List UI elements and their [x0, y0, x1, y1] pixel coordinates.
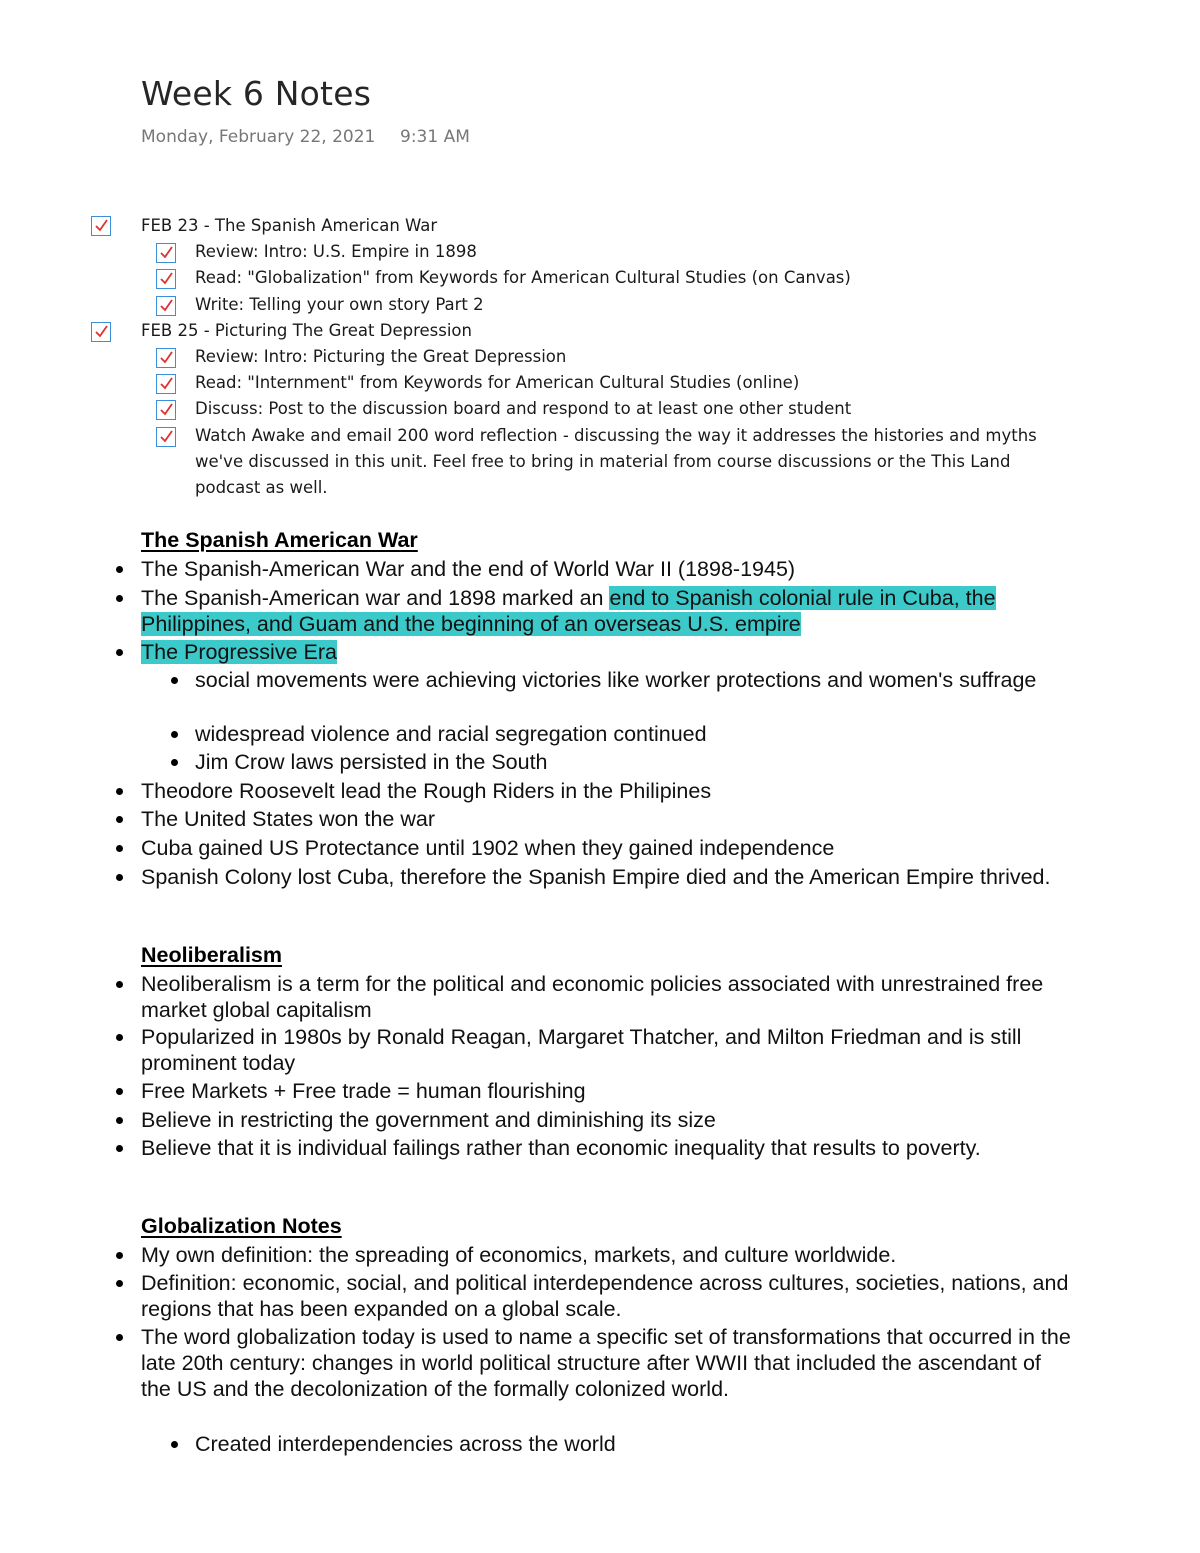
- list-item: Theodore Roosevelt lead the Rough Riders in the Philipines: [141, 779, 712, 803]
- subtask-checkbox[interactable]: [156, 400, 176, 420]
- bullet-dot: [116, 595, 123, 602]
- bullet-dot: [171, 677, 178, 684]
- list-item: Created interdependencies across the world: [195, 1432, 616, 1456]
- subtask-checkbox[interactable]: [156, 296, 176, 316]
- subtask-checkbox[interactable]: [156, 243, 176, 263]
- section-heading: Neoliberalism: [141, 943, 282, 967]
- bullet-dot: [116, 981, 123, 988]
- page-date: Monday, February 22, 2021: [141, 127, 376, 147]
- bullet-dot: [116, 845, 123, 852]
- subtask-label: Review: Intro: Picturing the Great Depression: [195, 347, 567, 366]
- subtask-label: Review: Intro: U.S. Empire in 1898: [195, 242, 477, 261]
- section-heading: Globalization Notes: [141, 1214, 342, 1238]
- subtask-checkbox[interactable]: [156, 374, 176, 394]
- bullet-dot: [171, 731, 178, 738]
- bullet-dot: [116, 1280, 123, 1287]
- bullet-dot: [116, 788, 123, 795]
- section-heading: The Spanish American War: [141, 528, 418, 552]
- list-item: Popularized in 1980s by Ronald Reagan, Margaret Thatcher, and Milton Friedman and is still prominent today: [141, 1025, 1022, 1075]
- task-checkbox[interactable]: [91, 322, 111, 342]
- subtask-label: Watch Awake and email 200 word reflection - discussing the way it addresses the histories and myths we've discussed in this unit. Feel free to bring in material from course discussions or the This Land podcast as well.: [195, 426, 1037, 497]
- page-time: 9:31 AM: [400, 127, 470, 147]
- list-item: widespread violence and racial segregation continued: [195, 722, 707, 746]
- subtask-checkbox[interactable]: [156, 427, 176, 447]
- page-title: Week 6 Notes: [141, 74, 372, 113]
- task-checkbox[interactable]: [91, 216, 111, 236]
- list-item: Spanish Colony lost Cuba, therefore the Spanish Empire died and the American Empire thrived.: [141, 865, 1051, 889]
- subtask-checkbox[interactable]: [156, 348, 176, 368]
- list-item: [141, 585, 1071, 637]
- list-item: social movements were achieving victories like worker protections and women's suffrage: [195, 668, 1037, 692]
- subtask-label: Write: Telling your own story Part 2: [195, 295, 484, 314]
- subtask-label: Discuss: Post to the discussion board and respond to at least one other student: [195, 399, 852, 418]
- bullet-dot: [116, 566, 123, 573]
- list-item: Cuba gained US Protectance until 1902 when they gained independence: [141, 836, 835, 860]
- list-item: Definition: economic, social, and political interdependence across cultures, societies, nations, and regions that has been expanded on a global scale.: [141, 1271, 1069, 1321]
- list-item-text: The Spanish-American war and 1898 marked an: [141, 586, 610, 610]
- list-item: The word globalization today is used to name a specific set of transformations that occurred in the late 20th century: changes in world political structure after WWII that included the ascendant of the US and the decolonization of the formally colonized world.: [141, 1325, 1071, 1401]
- list-item: Believe that it is individual failings rather than economic inequality that results to poverty.: [141, 1136, 981, 1160]
- list-item: Jim Crow laws persisted in the South: [195, 750, 548, 774]
- bullet-dot: [116, 1117, 123, 1124]
- bullet-dot: [171, 1441, 178, 1448]
- list-item: The United States won the war: [141, 807, 435, 831]
- task-label: FEB 23 - The Spanish American War: [141, 216, 438, 235]
- list-item: The Spanish-American War and the end of World War II (1898-1945): [141, 557, 796, 581]
- bullet-dot: [116, 1145, 123, 1152]
- list-item: Free Markets + Free trade = human flourishing: [141, 1079, 586, 1103]
- bullet-dot: [116, 874, 123, 881]
- subtask-checkbox[interactable]: [156, 269, 176, 289]
- highlighted-text: The Progressive Era: [141, 640, 337, 664]
- bullet-dot: [116, 649, 123, 656]
- highlighted-text: end to Spanish colonial rule in Cuba, the Philippines, and Guam and the beginning of an overseas U.S. empire: [141, 586, 996, 636]
- bullet-dot: [116, 1252, 123, 1259]
- list-item: [141, 639, 1071, 665]
- list-item: My own definition: the spreading of economics, markets, and culture worldwide.: [141, 1243, 897, 1267]
- bullet-dot: [116, 1034, 123, 1041]
- bullet-dot: [116, 1088, 123, 1095]
- task-label: FEB 25 - Picturing The Great Depression: [141, 321, 472, 340]
- bullet-dot: [116, 1334, 123, 1341]
- subtask-label: Read: "Internment" from Keywords for American Cultural Studies (online): [195, 373, 800, 392]
- list-item: Believe in restricting the government and diminishing its size: [141, 1108, 716, 1132]
- bullet-dot: [171, 759, 178, 766]
- list-item: Neoliberalism is a term for the political and economic policies associated with unrestrained free market global capitalism: [141, 972, 1044, 1022]
- bullet-dot: [116, 816, 123, 823]
- subtask-label: Read: "Globalization" from Keywords for American Cultural Studies (on Canvas): [195, 268, 851, 287]
